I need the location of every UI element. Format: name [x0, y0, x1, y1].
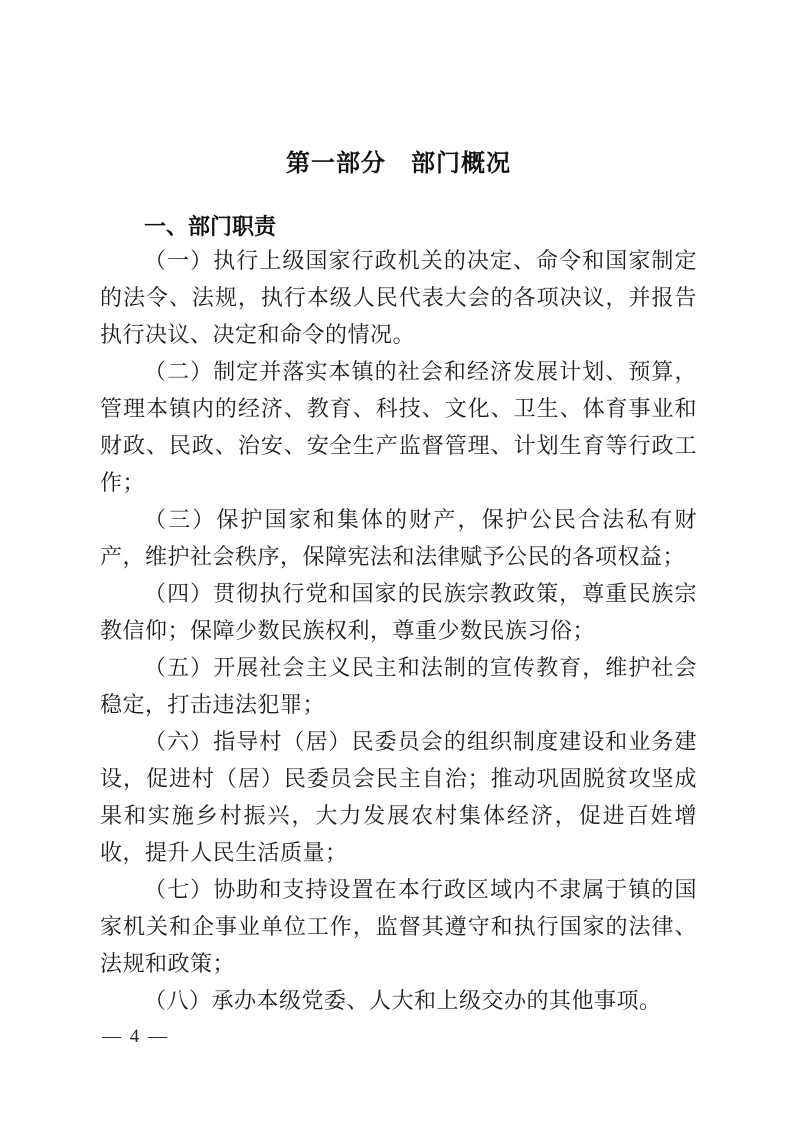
- document-content: [100, 148, 697, 1019]
- paragraph-4: （四）贯彻执行党和国家的民族宗教政策，尊重民族宗教信仰；保障少数民族权利，尊重少数民族习俗；: [100, 581, 697, 643]
- paragraph-2: （二）制定并落实本镇的社会和经济发展计划、预算，管理本镇内的经济、教育、科技、文化、卫生、体育事业和财政、民政、治安、安全生产监督管理、计划生育等行政工作；: [100, 359, 697, 495]
- paragraph-6: （六）指导村（居）民委员会的组织制度建设和业务建设，促进村（居）民委员会民主自治；推动巩固脱贫攻坚成果和实施乡村振兴，大力发展农村集体经济，促进百姓增收，提升人民生活质量；: [100, 729, 697, 865]
- paragraph-5: （五）开展社会主义民主和法制的宣传教育，维护社会稳定，打击违法犯罪；: [100, 655, 697, 717]
- paragraph-3: （三）保护国家和集体的财产，保护公民合法私有财产，维护社会秩序，保障宪法和法律赋予公民的各项权益；: [100, 507, 697, 569]
- page-number: — 4 —: [102, 1026, 169, 1047]
- page-title: 第一部分 部门概况: [286, 150, 511, 177]
- paragraph-8: （八）承办本级党委、人大和上级交办的其他事项。: [144, 988, 662, 1013]
- section-heading: 一、部门职责: [144, 214, 277, 239]
- paragraph-1: （一）执行上级国家行政机关的决定、命令和国家制定的法令、法规，执行本级人民代表大会的各项决议，并报告执行决议、决定和命令的情况。: [100, 248, 697, 347]
- paragraph-7: （七）协助和支持设置在本行政区域内不隶属于镇的国家机关和企事业单位工作，监督其遵守和执行国家的法律、法规和政策；: [100, 877, 697, 976]
